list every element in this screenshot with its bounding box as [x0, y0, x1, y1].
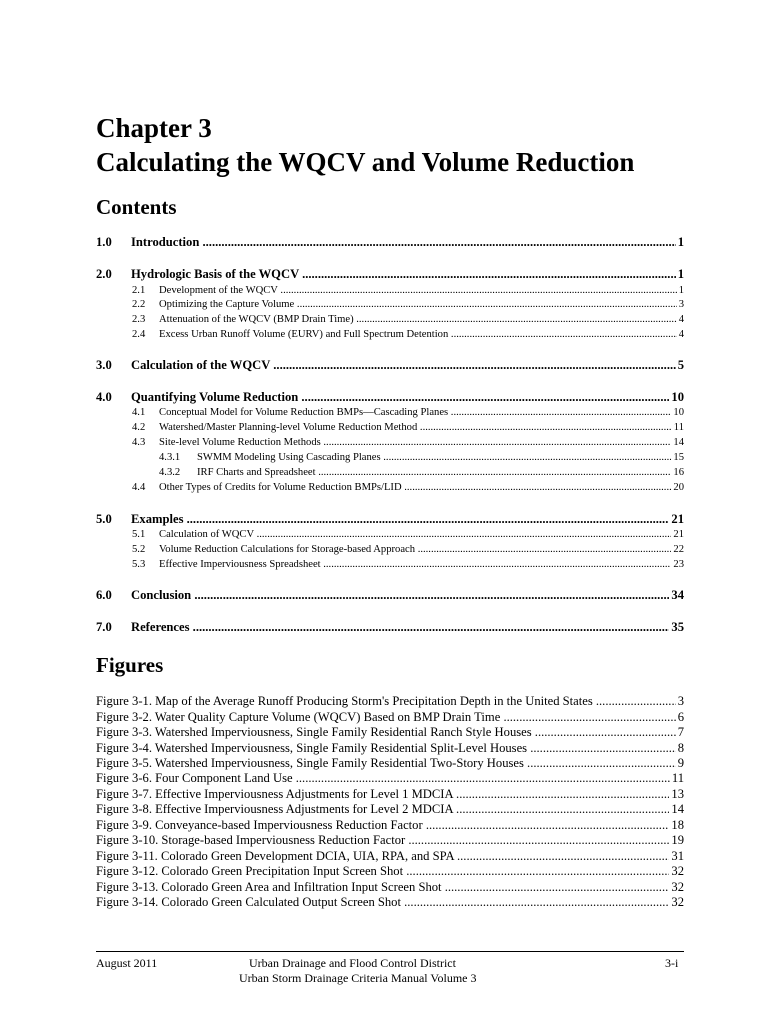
toc-entry-title: Other Types of Credits for Volume Reduction BMPs/LID .....: [159, 481, 671, 495]
toc-entry-title: Calculation of the WQCV .....: [131, 357, 676, 373]
figure-entry-3-12[interactable]: [96, 864, 684, 879]
figures-heading: Figures: [96, 653, 164, 677]
toc-entry-page: 23: [673, 559, 684, 570]
toc-entry-2-4[interactable]: 2.4 Excess Urban Runoff Volume (EURV) and Full Spectrum Detention ..... 4: [96, 328, 684, 342]
toc-entry-title: Introduction .....: [131, 234, 676, 250]
toc-entry-page: 14: [673, 437, 684, 448]
contents-heading: Contents: [96, 195, 177, 219]
toc-entry-5-1[interactable]: 5.1 Calculation of WQCV ..... 21: [96, 528, 684, 542]
figure-entry-label: Figure 3-4. Watershed Imperviousness, Single Family Residential Split-Level Houses .....: [96, 741, 676, 756]
footer-organization: Urban Drainage and Flood Control District: [249, 956, 456, 970]
toc-entry-page: 1: [677, 267, 684, 281]
toc-entry-page: 16: [673, 467, 684, 478]
toc-entry-4-3-2[interactable]: 4.3.2 IRF Charts and Spreadsheet ..... 16: [96, 466, 684, 480]
figure-entry-label: Figure 3-9. Conveyance-based Imperviousness Reduction Factor .....: [96, 818, 669, 833]
toc-entry-page: 20: [673, 482, 684, 493]
toc-entry-4-4[interactable]: 4.4 Other Types of Credits for Volume Reduction BMPs/LID ..... 20: [96, 481, 684, 495]
figure-entry-page: 11: [671, 771, 684, 785]
figure-entry-label: Figure 3-2. Water Quality Capture Volume (WQCV) Based on BMP Drain Time .....: [96, 710, 676, 725]
toc-entry-title: Conclusion .....: [131, 587, 669, 603]
figure-entry-page: 8: [677, 741, 684, 755]
figure-entry-label: Figure 3-5. Watershed Imperviousness, Single Family Residential Two-Story Houses .....: [96, 756, 676, 771]
figure-entry-page: 32: [671, 895, 684, 909]
toc-entry-title: Effective Imperviousness Spreadsheet .....: [159, 558, 671, 572]
figure-entry-3-7[interactable]: [96, 787, 684, 802]
toc-entry-title: Excess Urban Runoff Volume (EURV) and Full Spectrum Detention .....: [159, 328, 677, 342]
figure-entry-page: 3: [677, 694, 684, 708]
toc-entry-page: 5: [677, 358, 684, 372]
figure-entry-3-14[interactable]: [96, 895, 684, 910]
toc-entry-4-3-1[interactable]: 4.3.1 SWMM Modeling Using Cascading Planes ..... 15: [96, 451, 684, 465]
toc-entry-2-0[interactable]: 2.0 Hydrologic Basis of the WQCV ..... 1: [96, 266, 684, 282]
toc-entry-page: 21: [673, 529, 684, 540]
toc-entry-page: 21: [671, 512, 684, 526]
toc-entry-2-2[interactable]: 2.2 Optimizing the Capture Volume ..... 3: [96, 298, 684, 312]
figure-entry-3-2[interactable]: [96, 710, 684, 725]
toc-entry-page: 15: [673, 452, 684, 463]
toc-entry-3-0[interactable]: 3.0 Calculation of the WQCV ..... 5: [96, 357, 684, 373]
toc-entry-title: Watershed/Master Planning-level Volume Reduction Method .....: [159, 421, 672, 435]
toc-entry-2-1[interactable]: 2.1 Development of the WQCV ..... 1: [96, 284, 684, 298]
figure-entry-label: Figure 3-1. Map of the Average Runoff Producing Storm's Precipitation Depth in the United States .....: [96, 694, 676, 709]
figure-entry-page: 13: [671, 787, 684, 801]
figure-entry-label: Figure 3-10. Storage-based Imperviousness Reduction Factor .....: [96, 833, 669, 848]
toc-entry-1-0[interactable]: 1.0 Introduction ..... 1: [96, 234, 684, 250]
figure-entry-3-8[interactable]: [96, 802, 684, 817]
figure-entry-label: Figure 3-14. Colorado Green Calculated Output Screen Shot .....: [96, 895, 669, 910]
figure-entry-page: 7: [677, 725, 684, 739]
toc-entry-title: Volume Reduction Calculations for Storage-based Approach .....: [159, 543, 671, 557]
footer-date: August 2011: [96, 956, 158, 970]
figure-entry-label: Figure 3-7. Effective Imperviousness Adjustments for Level 1 MDCIA .....: [96, 787, 669, 802]
figure-entry-page: 14: [671, 802, 684, 816]
toc-entry-4-2[interactable]: 4.2 Watershed/Master Planning-level Volume Reduction Method ..... 11: [96, 421, 684, 435]
toc-entry-6-0[interactable]: 6.0 Conclusion ..... 34: [96, 587, 684, 603]
figure-entry-page: 31: [671, 849, 684, 863]
footer-manual-title: Urban Storm Drainage Criteria Manual Volume 3: [239, 971, 477, 985]
toc-entry-page: 1: [678, 285, 684, 296]
toc-entry-2-3[interactable]: 2.3 Attenuation of the WQCV (BMP Drain Time) ..... 4: [96, 313, 684, 327]
toc-entry-title: Calculation of WQCV .....: [159, 528, 671, 542]
toc-entry-title: Hydrologic Basis of the WQCV .....: [131, 266, 676, 282]
footer-page-number: 3-i: [665, 956, 679, 970]
figure-entry-label: Figure 3-13. Colorado Green Area and Infiltration Input Screen Shot .....: [96, 880, 669, 895]
toc-entry-page: 1: [677, 235, 684, 249]
toc-entry-page: 3: [678, 299, 684, 310]
toc-entry-title: Quantifying Volume Reduction .....: [131, 389, 669, 405]
toc-entry-4-1[interactable]: 4.1 Conceptual Model for Volume Reduction BMPs—Cascading Planes ..... 10: [96, 406, 684, 420]
figure-entry-label: Figure 3-11. Colorado Green Development DCIA, UIA, RPA, and SPA .....: [96, 849, 669, 864]
toc-entry-page: 4: [678, 314, 684, 325]
toc-entry-page: 11: [673, 422, 684, 433]
toc-entry-5-2[interactable]: 5.2 Volume Reduction Calculations for Storage-based Approach ..... 22: [96, 543, 684, 557]
chapter-title: Calculating the WQCV and Volume Reduction: [96, 147, 635, 177]
toc-entry-5-3[interactable]: 5.3 Effective Imperviousness Spreadsheet ..... 23: [96, 558, 684, 572]
figure-entry-3-13[interactable]: [96, 880, 684, 895]
figure-entry-page: 32: [671, 880, 684, 894]
figure-entry-label: Figure 3-3. Watershed Imperviousness, Single Family Residential Ranch Style Houses .....: [96, 725, 676, 740]
figure-entry-3-3[interactable]: [96, 725, 684, 740]
toc-entry-4-3[interactable]: 4.3 Site-level Volume Reduction Methods ..... 14: [96, 436, 684, 450]
figure-entry-page: 32: [671, 864, 684, 878]
toc-entry-title: Site-level Volume Reduction Methods .....: [159, 436, 671, 450]
footer-divider: [96, 951, 684, 952]
toc-entry-page: 22: [673, 544, 684, 555]
toc-entry-title: Optimizing the Capture Volume .....: [159, 298, 677, 312]
figure-entry-page: 19: [671, 833, 684, 847]
toc-entry-page: 4: [678, 329, 684, 340]
toc-entry-page: 34: [671, 588, 684, 602]
toc-entry-title: Development of the WQCV .....: [159, 284, 677, 298]
figure-entry-3-4[interactable]: [96, 741, 684, 756]
toc-entry-title: References .....: [131, 619, 669, 635]
toc-entry-title: Attenuation of the WQCV (BMP Drain Time) .....: [159, 313, 677, 327]
toc-entry-5-0[interactable]: 5.0 Examples ..... 21: [96, 511, 684, 527]
toc-entry-page: 10: [671, 390, 684, 404]
figure-entry-3-10[interactable]: [96, 833, 684, 848]
toc-entry-page: 35: [671, 620, 684, 634]
toc-entry-page: 10: [673, 407, 684, 418]
toc-entry-title: IRF Charts and Spreadsheet .....: [197, 466, 671, 480]
figure-entry-page: 18: [671, 818, 684, 832]
figure-entry-3-5[interactable]: [96, 756, 684, 771]
figure-entry-page: 9: [677, 756, 684, 770]
figure-entry-3-11[interactable]: [96, 849, 684, 864]
figure-entry-3-1[interactable]: [96, 694, 684, 709]
chapter-number: Chapter 3: [96, 113, 212, 143]
figure-entry-label: Figure 3-8. Effective Imperviousness Adjustments for Level 2 MDCIA .....: [96, 802, 669, 817]
toc-entry-title: Examples .....: [131, 511, 669, 527]
toc-entry-title: Conceptual Model for Volume Reduction BMPs—Cascading Planes .....: [159, 406, 671, 420]
toc-entry-title: SWMM Modeling Using Cascading Planes .....: [197, 451, 671, 465]
figure-entry-label: Figure 3-6. Four Component Land Use .....: [96, 771, 670, 786]
toc-entry-4-0[interactable]: 4.0 Quantifying Volume Reduction ..... 10: [96, 389, 684, 405]
figure-entry-page: 6: [677, 710, 684, 724]
figure-entry-3-9[interactable]: [96, 818, 684, 833]
toc-entry-7-0[interactable]: 7.0 References ..... 35: [96, 619, 684, 635]
figure-entry-3-6[interactable]: [96, 771, 684, 786]
figure-entry-label: Figure 3-12. Colorado Green Precipitation Input Screen Shot .....: [96, 864, 669, 879]
